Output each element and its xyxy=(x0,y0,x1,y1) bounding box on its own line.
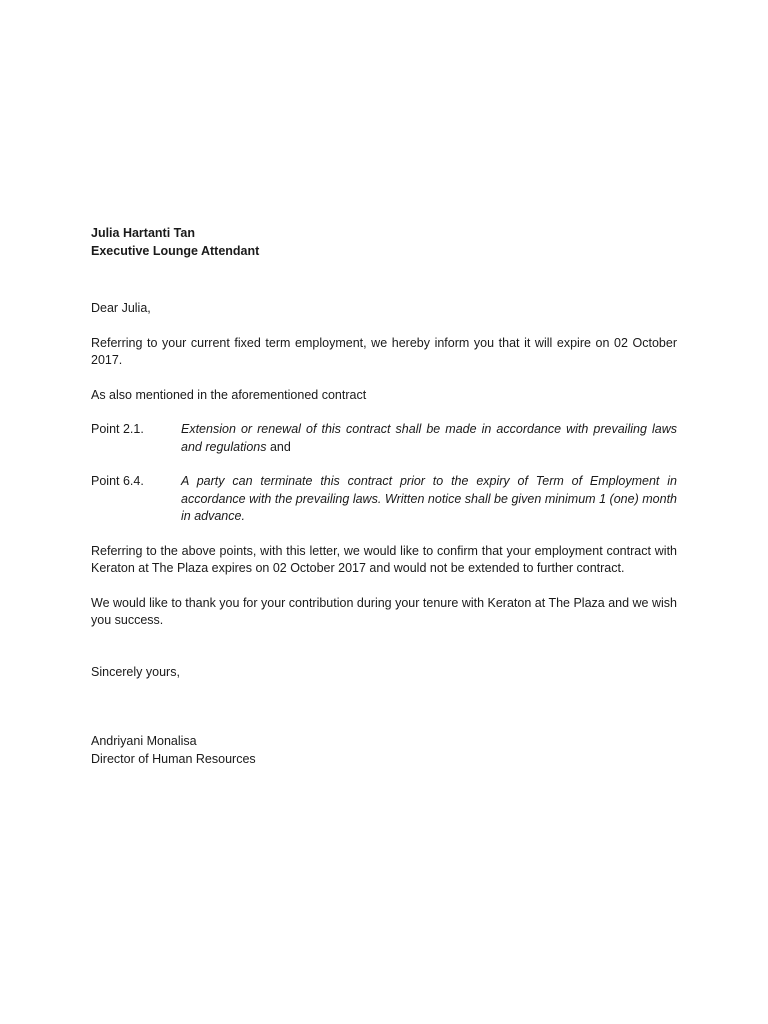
confirmation-paragraph: Referring to the above points, with this letter, we would like to confirm that your employment contract with Keraton at The Plaza expires on 02 October 2017 and would not be extended to further contract. xyxy=(91,543,677,575)
signatory-title: Director of Human Resources xyxy=(91,751,256,766)
recipient-block xyxy=(91,225,677,260)
point-text-suffix: and xyxy=(266,439,291,454)
intro-paragraph: Referring to your current fixed term employment, we hereby inform you that it will expire on 02 October 2017. xyxy=(91,335,677,367)
closing: Sincerely yours, xyxy=(91,664,180,679)
recipient-title: Executive Lounge Attendant xyxy=(91,243,260,258)
contract-point xyxy=(91,421,677,456)
point-label: Point 6.4. xyxy=(91,474,144,488)
point-label: Point 2.1. xyxy=(91,422,144,436)
point-text xyxy=(181,421,677,456)
signatory-name: Andriyani Monalisa xyxy=(91,734,197,748)
letter-body xyxy=(91,225,677,768)
signatory-block xyxy=(91,733,677,768)
salutation: Dear Julia, xyxy=(91,301,151,315)
point-text xyxy=(181,473,677,526)
point-text-italic: Extension or renewal of this contract shall be made in accordance with prevailing laws and regulations xyxy=(181,422,677,454)
recipient-name: Julia Hartanti Tan xyxy=(91,226,195,240)
contract-point xyxy=(91,473,677,526)
thanks-paragraph: We would like to thank you for your contribution during your tenure with Keraton at The Plaza and we wish you success. xyxy=(91,595,677,627)
point-text-italic: A party can terminate this contract prior to the expiry of Term of Employment in accordance with the prevailing laws. Written notice shall be given minimum 1 (one) month in advance. xyxy=(181,474,677,523)
mention-paragraph: As also mentioned in the aforementioned contract xyxy=(91,387,367,402)
